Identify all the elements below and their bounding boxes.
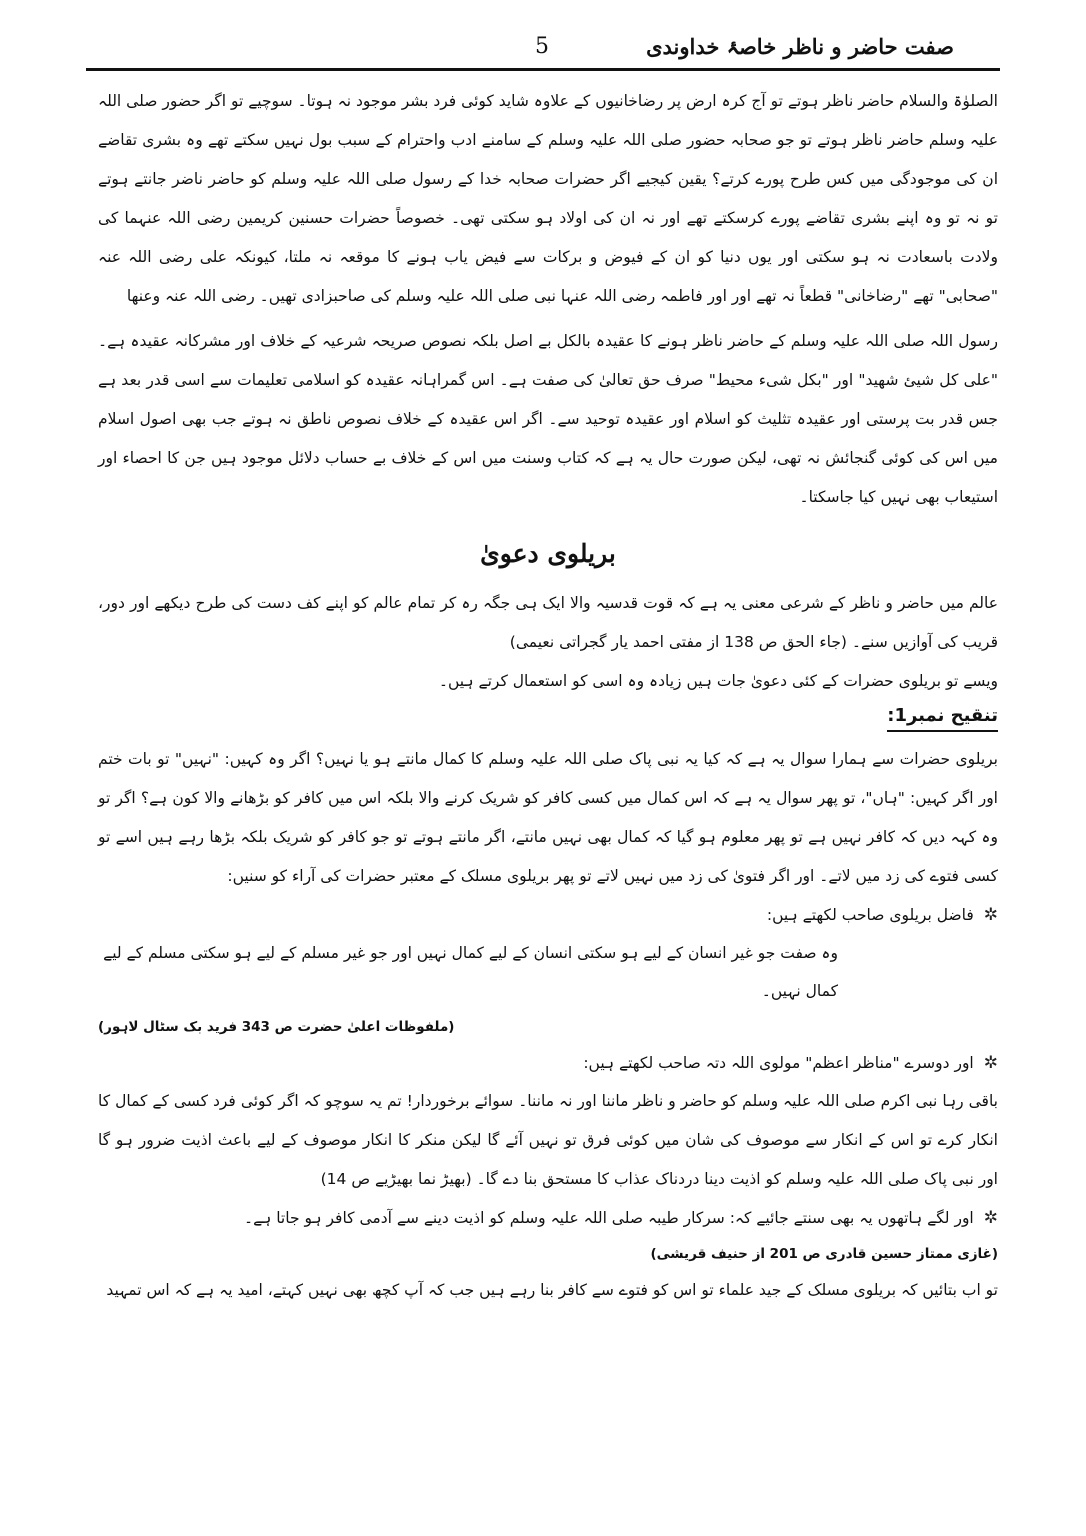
bullet-text: اور دوسرے "مناظر اعظم" مولوی اللہ دتہ صاحب لکھتے ہیں: xyxy=(583,1054,974,1072)
claims-note: ویسے تو بریلوی حضرات کے کئی دعویٰ جات ہیں زیادہ وہ اسی کو استعمال کرتے ہیں۔ xyxy=(438,672,998,690)
page-header xyxy=(86,28,1000,64)
bullet-item xyxy=(98,1199,998,1237)
belief-paragraph: رسول اللہ صلی اللہ علیہ وسلم کے حاضر ناظر ہونے کا عقیدہ بالکل بے اصل بلکہ نصوص صریحہ شرعیہ کے خلاف اور مشرکانہ عقیدہ ہے۔ "علی کل شیئ شھید" اور "بکل شیء محیط" صرف حق تعالیٰ کی صفت ہے۔ اس گمراہانہ عقیدہ کو اسلامی تعلیمات سے اسی قدر بعد ہے جس قدر بت پرستی اور عقیدہ تثلیث کو اسلام اور عقیدہ توحید سے۔ اگر اس عقیدہ کے خلاف نصوص ناطق نہ ہوتے جب بھی اصول اسلام میں اس کی کوئی گنجائش نہ تھی، لیکن صورت حال یہ ہے کہ کتاب وسنت میں اس کے خلاف بے حساب دلائل موجود ہیں جن کا احصاء اور استیعاب بھی نہیں کیا جاسکتا۔ xyxy=(98,332,998,506)
quote-block: وہ صفت جو غیر انسان کے لیے ہو سکتی انسان کے لیے کمال نہیں اور جو غیر مسلم کے لیے ہو سکتی مسلم کے لیے کمال نہیں۔ xyxy=(103,944,838,1000)
page-body xyxy=(98,82,998,1310)
quote-block: باقی رہا نبی اکرم صلی اللہ علیہ وسلم کو حاضر و ناظر ماننا اور نہ ماننا۔ سوائے برخوردار! تم یہ سوچو کہ اگر کوئی فرد کسی کے کمال کا انکار کرے تو اس کے انکار سے موصوف کی شان میں کوئی فرق تو نہیں آئے گا لیکن منکر کا انکار موصوف کے لیے باعث اذیت ضرور ہو گا اور نبی پاک صلی اللہ علیہ وسلم کو اذیت دینا دردناک عذاب کا مستحق بنا دے گا۔ (بھیڑ نما بھیڑیے ص 14) xyxy=(98,1092,998,1188)
page-number: 5 xyxy=(535,34,549,59)
star-flower-icon: ✲ xyxy=(983,905,998,925)
closing-paragraph: تو اب بتائیں کہ بریلوی مسلک کے جید علماء تو اس کو فتوے سے کافر بنا رہے ہیں جب کہ آپ کچھ بھی نہیں کہتے، امید یہ ہے کہ اس تمہید xyxy=(106,1281,998,1299)
section-heading: بریلوی دعویٰ xyxy=(480,539,616,568)
bullet-item xyxy=(98,1044,998,1082)
header-divider xyxy=(86,68,1000,71)
bullet-item xyxy=(98,896,998,934)
star-flower-icon: ✲ xyxy=(983,1208,998,1228)
claim-paragraph: عالم میں حاضر و ناظر کے شرعی معنی یہ ہے کہ قوت قدسیہ والا ایک ہی جگہ رہ کر تمام عالم کو اپنے کف دست کی طرح دیکھے اور دور، قریب کی آوازیں سنے۔ (جاء الحق ص 138 از مفتی احمد یار گجراتی نعیمی) xyxy=(98,594,998,651)
intro-paragraph: الصلوٰۃ والسلام حاضر ناظر ہوتے تو آج کرہ ارض پر رضاخانیوں کے علاوہ شاید کوئی فرد بشر موجود نہ ہوتا۔ سوچیے تو اگر حضور صلی اللہ علیہ وسلم حاضر ناظر ہوتے تو جو صحابہ حضور صلی اللہ علیہ وسلم کے سامنے ادب واحترام کے سبب بول نہیں سکتے تھے وہ بشری تقاضے ان کی موجودگی میں کس طرح پورے کرتے؟ یقین کیجیے اگر حضرات صحابہ خدا کے رسول صلی اللہ علیہ وسلم کو حاضر ناضر جانتے ہوتے تو نہ تو وہ اپنے بشری تقاضے پورے کرسکتے تھے اور نہ ان کی اولاد ہو سکتی تھی۔ خصوصاً حضرات حسنین کریمین رضی اللہ عنہما کی ولادت باسعادت نہ ہو سکتی اور یوں دنیا کو ان کے فیوض و برکات سے فیض یاب ہونے کا موقعہ نہ ملتا، کیونکہ علی رضی اللہ عنہ "صحابی" تھے "رضاخانی" قطعاً نہ تھے اور اور فاطمہ رضی اللہ عنہا نبی صلی اللہ علیہ وسلم کی صاحبزادی تھیں۔ رضی اللہ عنہ وعنھا xyxy=(98,92,998,305)
running-title: صفت حاضر و ناظر خاصۂ خداوندی xyxy=(646,34,954,59)
star-flower-icon: ✲ xyxy=(983,1053,998,1073)
bullet-text: فاضل بریلوی صاحب لکھتے ہیں: xyxy=(766,906,974,924)
citation: (غازی ممتاز حسین قادری ص 201 از حنیف قریشی) xyxy=(650,1246,998,1262)
sub-heading-row xyxy=(98,705,998,732)
question-paragraph: بریلوی حضرات سے ہمارا سوال یہ ہے کہ کیا یہ نبی پاک صلی اللہ علیہ وسلم کا کمال مانتے ہو یا نہیں؟ اگر وہ کہیں: "نہیں" تو بات ختم اور اگر کہیں: "ہاں"، تو پھر سوال یہ ہے کہ اس کمال میں کسی کافر کو شریک کرنے والا بلکہ اس میں کافر کو بڑھانے والا کون ہے؟ اگر تو وہ کہہ دیں کہ کافر نہیں ہے تو پھر معلوم ہو گیا کہ کمال بھی نہیں مانتے، اگر مانتے ہوتے تو جو کافر کو شریک بلکہ بڑھا رہے ہیں اسے تو کسی فتوے کی زد میں لاتے۔ اور اگر فتویٰ کی زد میں نہیں لاتے تو پھر بریلوی مسلک کے معتبر حضرات کی آراء کو سنیں: xyxy=(98,750,998,885)
sub-heading: تنقیح نمبر1: xyxy=(887,705,998,732)
citation: (ملفوظات اعلیٰ حضرت ص 343 فرید بک سٹال لاہور) xyxy=(98,1019,455,1035)
bullet-text: اور لگے ہاتھوں یہ بھی سنتے جائیے کہ: سرکار طیبہ صلی اللہ علیہ وسلم کو اذیت دینے سے آدمی کافر ہو جاتا ہے۔ xyxy=(244,1209,974,1227)
